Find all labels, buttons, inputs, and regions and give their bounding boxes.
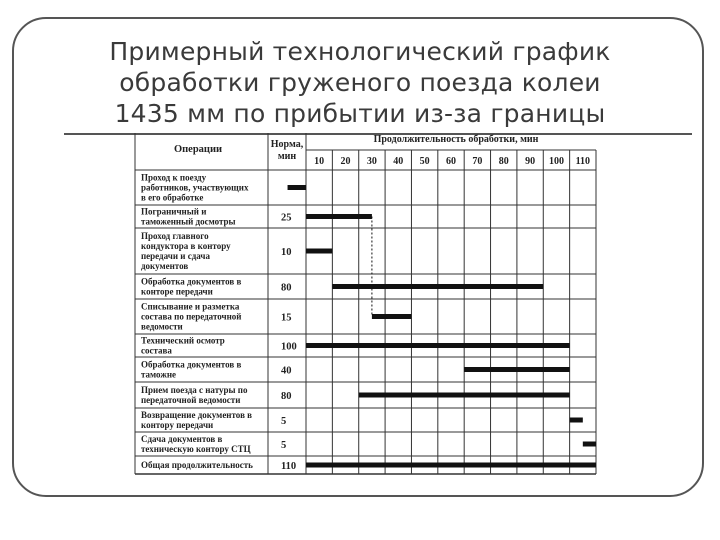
operation-label-line: Технический осмотр — [141, 335, 225, 346]
gantt-bar — [359, 393, 570, 398]
operation-label-line: ведомости — [141, 321, 183, 332]
operation-label-line: кондуктора в контору — [141, 241, 231, 251]
operation-label-line: Прием поезда с натуры по — [141, 385, 248, 395]
gantt-bar — [332, 284, 543, 289]
header-duration: Продолжительность обработки, мин — [373, 134, 539, 145]
gantt-bar — [288, 185, 306, 190]
gantt-bar — [570, 418, 583, 423]
operation-label-line: Обработка документов в — [141, 359, 242, 370]
norm-value: 80 — [281, 282, 292, 294]
operation-label-line: передачи и сдача — [141, 251, 210, 261]
table-header — [174, 134, 539, 162]
operation-label-line: состава — [141, 345, 172, 356]
norm-value: 110 — [281, 461, 297, 472]
operation-label-line: конторе передачи — [141, 286, 213, 297]
gantt-bar — [306, 343, 570, 348]
operation-label-line: Общая продолжительность — [141, 460, 253, 470]
header-norm-line-1: Норма, — [270, 139, 304, 150]
tick-label: 100 — [548, 156, 564, 167]
tick-label: 70 — [472, 156, 483, 167]
tick-label: 40 — [393, 156, 404, 167]
operation-label-line: Проход главного — [141, 231, 209, 241]
norm-value: 80 — [281, 391, 292, 402]
operation-label-line: таможне — [141, 369, 177, 380]
title-line-2: обработки груженого поезда колеи — [119, 68, 601, 97]
gantt-bar — [583, 442, 596, 447]
norm-value: 5 — [281, 416, 287, 427]
operation-label-line: в его обработке — [141, 192, 204, 203]
norm-value: 15 — [281, 312, 292, 324]
operation-label-line: контору передачи — [141, 420, 214, 430]
title-line-1: Примерный технологический график — [109, 37, 611, 66]
tick-label: 50 — [419, 156, 430, 167]
operation-label-line: Списывание и разметка — [141, 301, 240, 312]
tick-label: 20 — [340, 156, 351, 167]
operation-label-line: Возвращение документов в — [141, 410, 253, 420]
tick-label: 30 — [366, 156, 377, 167]
tick-label: 110 — [575, 156, 591, 167]
gantt-bar — [372, 314, 412, 319]
operation-label-line: передаточной ведомости — [141, 395, 241, 405]
operation-label-line: Пограничный и — [141, 206, 207, 217]
tick-label: 60 — [446, 156, 456, 167]
norm-value: 10 — [281, 247, 292, 258]
norm-value: 25 — [281, 212, 292, 224]
gantt-bar — [306, 463, 596, 468]
tick-label: 90 — [525, 156, 536, 167]
operation-label-line: состава по передаточной — [141, 311, 242, 322]
gantt-bars — [288, 185, 596, 468]
operation-label-line: Сдача документов в — [141, 434, 223, 444]
tick-label: 10 — [314, 156, 325, 167]
gantt-bar — [464, 367, 569, 372]
table-rows — [141, 173, 297, 473]
gantt-bar — [306, 214, 372, 219]
norm-value: 5 — [281, 440, 287, 451]
operation-label-line: Проход к поезду — [141, 172, 207, 183]
operation-label-line: таможенный досмотры — [141, 216, 236, 227]
norm-value: 40 — [281, 365, 292, 377]
tick-label: 80 — [498, 156, 509, 167]
title-line-3: 1435 мм по прибытии из-за границы — [114, 99, 606, 128]
operation-label-line: техническую контору СТЦ — [141, 444, 251, 454]
header-norm-line-2: мин — [277, 151, 297, 162]
tick-labels — [314, 156, 590, 167]
header-operation: Операции — [173, 144, 223, 155]
gantt-bar — [306, 249, 332, 254]
operation-label-line: документов — [141, 261, 189, 271]
operation-label-line: работников, участвующих — [141, 182, 249, 193]
norm-value: 100 — [281, 341, 297, 353]
operation-label-line: Обработка документов в — [141, 276, 242, 287]
